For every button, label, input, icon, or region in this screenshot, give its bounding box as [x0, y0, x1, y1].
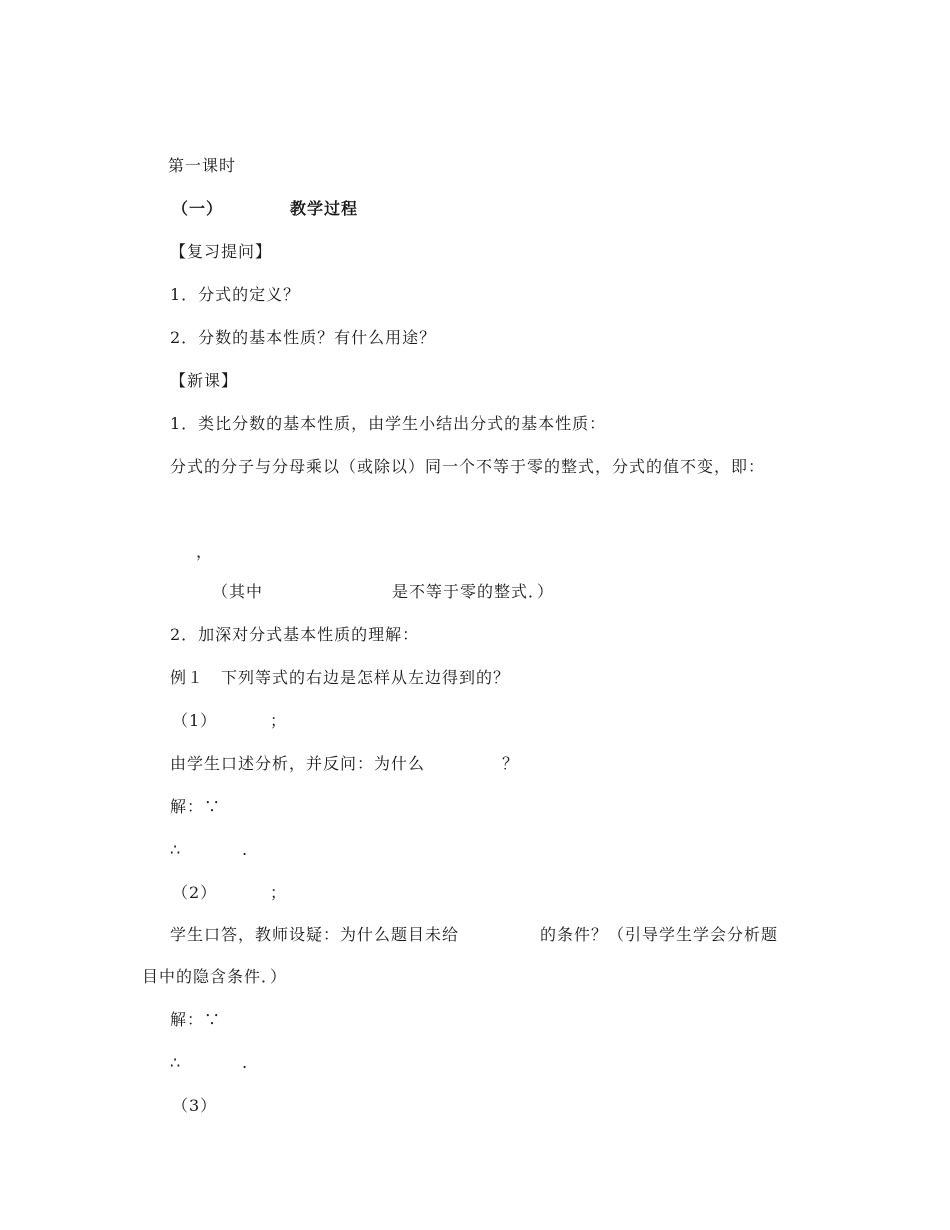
oral-analysis-1: 由学生口述分析，并反问：为什么: [170, 754, 426, 773]
where-clause-close: 是不等于零的整式．）: [392, 582, 555, 601]
solution-1-therefore: ∴: [170, 840, 182, 859]
item-2-semicolon: ；: [270, 883, 288, 902]
item-1-label: （1）: [172, 711, 218, 730]
review-question-2: 2．分数的基本性质？有什么用途？: [170, 328, 437, 347]
section-number: （一）: [172, 199, 224, 218]
example-1-prompt: 例１ 下列等式的右边是怎样从左边得到的？: [170, 668, 511, 687]
property-statement: 分式的分子与分母乘以（或除以）同一个不等于零的整式，分式的值不变，即：: [170, 457, 766, 476]
formula-comma: ，: [196, 542, 214, 561]
solution-2-because: 解：∵: [170, 1010, 222, 1029]
new-lesson-heading: 【新课】: [170, 371, 239, 390]
new-lesson-point-2: 2．加深对分式基本性质的理解：: [170, 625, 420, 644]
section-title: 教学过程: [290, 199, 359, 218]
new-lesson-point-1: 1．类比分数的基本性质，由学生小结出分式的基本性质：: [170, 414, 607, 433]
oral-analysis-2-wrap: 目中的隐含条件．）: [142, 967, 288, 986]
item-2-label: （2）: [172, 883, 218, 902]
lesson-label: 第一课时: [168, 156, 237, 175]
where-clause-open: （其中: [212, 582, 264, 601]
oral-analysis-2-continued: 的条件？（引导学生学会分析题: [540, 925, 779, 944]
oral-analysis-2: 学生口答，教师设疑：为什么题目未给: [170, 925, 460, 944]
solution-1-because: 解：∵: [170, 797, 222, 816]
solution-2-therefore: ∴: [170, 1053, 182, 1072]
item-3-label: （3）: [172, 1096, 218, 1115]
review-question-1: 1．分式的定义？: [170, 285, 301, 304]
solution-1-period: .: [242, 840, 249, 859]
item-1-semicolon: ；: [270, 711, 288, 730]
solution-2-period: .: [242, 1053, 249, 1072]
oral-analysis-1-question-mark: ？: [502, 754, 520, 773]
review-heading: 【复习提问】: [170, 242, 273, 261]
